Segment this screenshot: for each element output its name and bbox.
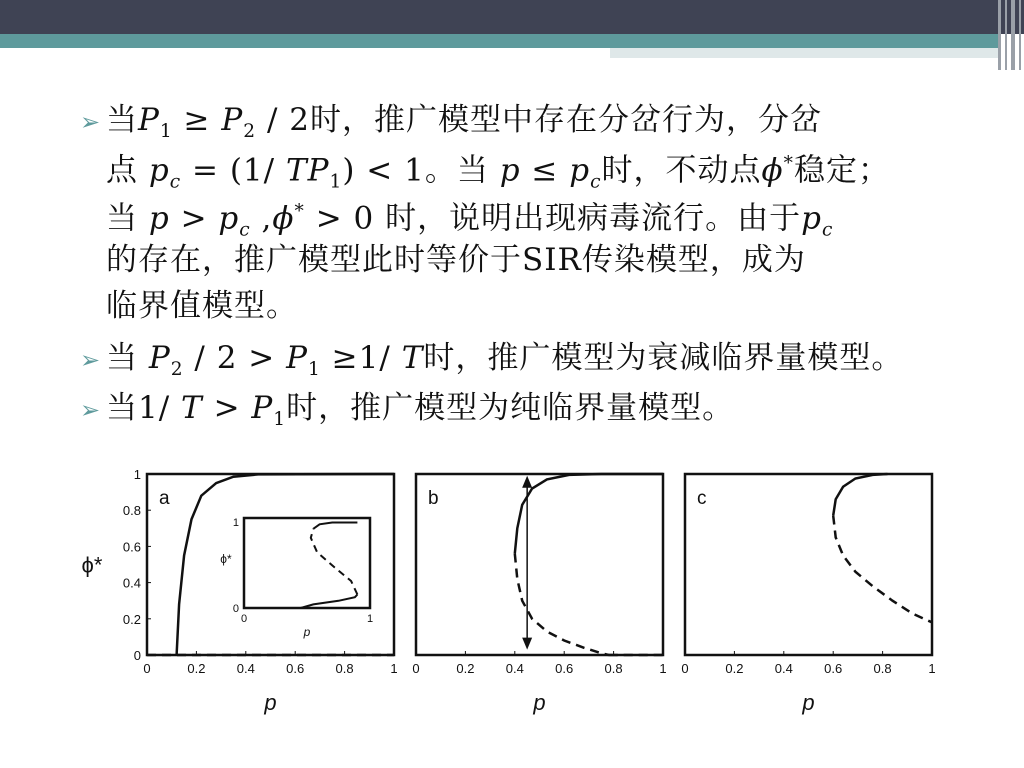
text-line-3: 当 $p > p_c$ ,ϕ* > 0 时，说明出现病毒流行。由于$p_c$ [106, 200, 834, 241]
x-tick-label: 0.4 [236, 661, 255, 676]
x-tick-label: 0.8 [335, 661, 354, 676]
x-axis-label: p [802, 690, 815, 715]
panel-label: c [697, 488, 707, 509]
x-tick-label: 0.6 [555, 661, 574, 676]
bifurcation-figure [0, 455, 1024, 745]
x-tick-label: 0.6 [286, 661, 305, 676]
inset-x-tick-label: 0 [240, 613, 248, 625]
y-tick-label: 0.4 [122, 575, 141, 591]
y-axis-label: ϕ* [81, 552, 103, 578]
arrow-up-icon [522, 476, 532, 488]
x-axis-label: p [264, 690, 277, 715]
y-tick-label: 1 [133, 467, 141, 482]
x-tick-label: 0.2 [187, 661, 206, 676]
x-tick-label: 1 [659, 661, 667, 676]
arrow-bullet-icon: ➢ [80, 346, 102, 374]
header-right-decoration [994, 0, 1024, 70]
bullet-line-1: ➢ 当$P_1 \ge P_2 / 2$时，推广模型中存在分岔行为，分岔 [80, 102, 822, 143]
header-light-bar [610, 48, 1000, 58]
inset-x-tick-label: 1 [366, 613, 374, 625]
bullet-line-3: ➢ 当1/ $T > P_1$时，推广模型为纯临界量模型。 [80, 390, 735, 431]
header-accent-bar [0, 34, 1000, 48]
arrow-bullet-icon: ➢ [80, 108, 102, 136]
x-tick-label: 0.4 [505, 661, 524, 676]
text-line-4: 的存在，推广模型此时等价于SIR传染模型，成为 [106, 242, 806, 278]
x-tick-label: 1 [390, 661, 398, 676]
unstable-branch-line [833, 516, 932, 623]
inset-plot-frame [244, 518, 370, 608]
y-tick-label: 0.2 [122, 611, 141, 627]
text-line-2: 点 $p_c = (1/$ $TP_1) < 1$。当 $p \le p_c$时，不动点ϕ*稳定； [106, 152, 890, 193]
arrow-bullet-icon: ➢ [80, 396, 102, 424]
x-tick-label: 0.8 [604, 661, 623, 676]
stable-branch-line [833, 474, 887, 516]
x-tick-label: 0 [681, 661, 689, 676]
inset-x-axis-label: p [303, 625, 311, 639]
plot-frame-c [685, 474, 932, 655]
x-tick-label: 0.6 [824, 661, 843, 676]
inset-y-axis-label: ϕ* [220, 552, 232, 566]
arrow-down-icon [522, 638, 532, 650]
x-tick-label: 1 [928, 661, 936, 676]
x-tick-label: 0.8 [873, 661, 892, 676]
inset-y-tick-label: 0 [232, 603, 239, 615]
bullet-line-2: ➢ 当 $P_2 / 2 > P_1 \ge 1/$ T时，推广模型为衰减临界量模型。 [80, 340, 904, 381]
panel-label: b [428, 488, 439, 509]
x-tick-label: 0.4 [774, 661, 793, 676]
x-tick-label: 0.2 [725, 661, 744, 676]
text-line-5: 临界值模型。 [106, 288, 298, 324]
inset-y-tick-label: 1 [232, 517, 239, 529]
y-tick-label: 0.8 [122, 503, 141, 519]
y-tick-label: 0 [133, 648, 141, 663]
x-tick-label: 0 [412, 661, 420, 676]
x-tick-label: 0 [143, 661, 151, 676]
plot-frame-b [416, 474, 663, 655]
header-bar [0, 0, 1024, 34]
stable-branch-line [515, 474, 663, 554]
panel-label: a [159, 488, 170, 509]
x-tick-label: 0.2 [456, 661, 475, 676]
x-axis-label: p [533, 690, 546, 715]
y-tick-label: 0.6 [122, 539, 141, 555]
